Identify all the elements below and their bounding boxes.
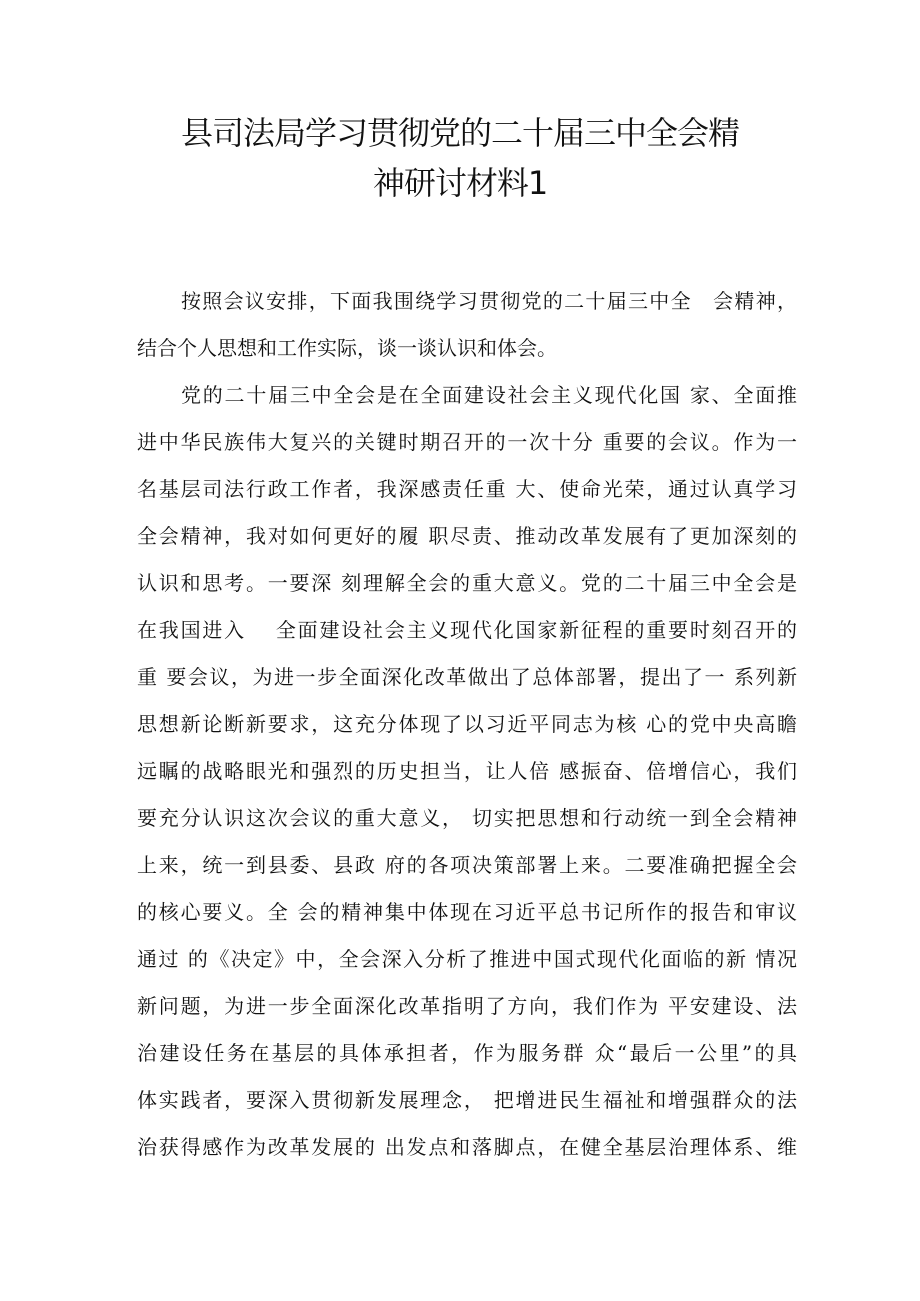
body-paragraph-2 (137, 372, 797, 1171)
text-line: 重 要会议，为进一步全面深化改革做出了总体部署，提出了一 系列新 (137, 665, 797, 689)
text-line: 全会精神，我对如何更好的履 职尽责、推动改革发展有了更加深刻的 (137, 524, 797, 548)
text-line: 治建设任务在基层的具体承担者，作为服务群 众“最后一公里”的具 (137, 1041, 797, 1065)
text-line: 认识和思考。一要深 刻理解全会的重大意义。党的二十届三中全会是 (137, 571, 797, 595)
text-line: 结合个人思想和工作实际，谈一谈认识和体会。 (137, 336, 557, 360)
text-line: 党的二十届三中全会是在全面建设社会主义现代化国 家、全面推 (181, 383, 797, 407)
text-line: 按照会议安排，下面我围绕学习贯彻党的二十届三中全 会精神， (181, 289, 797, 313)
body-paragraph-1 (137, 278, 797, 372)
text-line: 新问题，为进一步全面深化改革指明了方向，我们作为 平安建设、法 (137, 994, 797, 1018)
text-line: 的核心要义。全 会的精神集中体现在习近平总书记所作的报告和审议 (137, 900, 797, 924)
text-line: 体实践者，要深入贯彻新发展理念， 把增进民生福祉和增强群众的法 (137, 1088, 797, 1112)
text-line: 进中华民族伟大复兴的关键时期召开的一次十分 重要的会议。作为一 (137, 430, 797, 454)
document-title-line-1: 县司法局学习贯彻党的二十届三中全会精 (180, 114, 739, 152)
document-title-line-2: 神研讨材料1 (372, 164, 548, 202)
text-line: 上来，统一到县委、县政 府的各项决策部署上来。二要准确把握全会 (137, 853, 797, 877)
text-line: 治获得感作为改革发展的 出发点和落脚点，在健全基层治理体系、维 (137, 1135, 797, 1159)
text-line: 要充分认识这次会议的重大意义， 切实把思想和行动统一到全会精神 (137, 806, 797, 830)
text-line: 远瞩的战略眼光和强烈的历史担当，让人倍 感振奋、倍增信心，我们 (137, 759, 797, 783)
text-line: 思想新论断新要求，这充分体现了以习近平同志为核 心的党中央高瞻 (137, 712, 797, 736)
text-line: 名基层司法行政工作者，我深感责任重 大、使命光荣，通过认真学习 (137, 477, 797, 501)
text-line: 在我国进入 全面建设社会主义现代化国家新征程的重要时刻召开的 (137, 618, 797, 642)
text-line: 通过 的《决定》中，全会深入分析了推进中国式现代化面临的新 情况 (137, 947, 797, 971)
